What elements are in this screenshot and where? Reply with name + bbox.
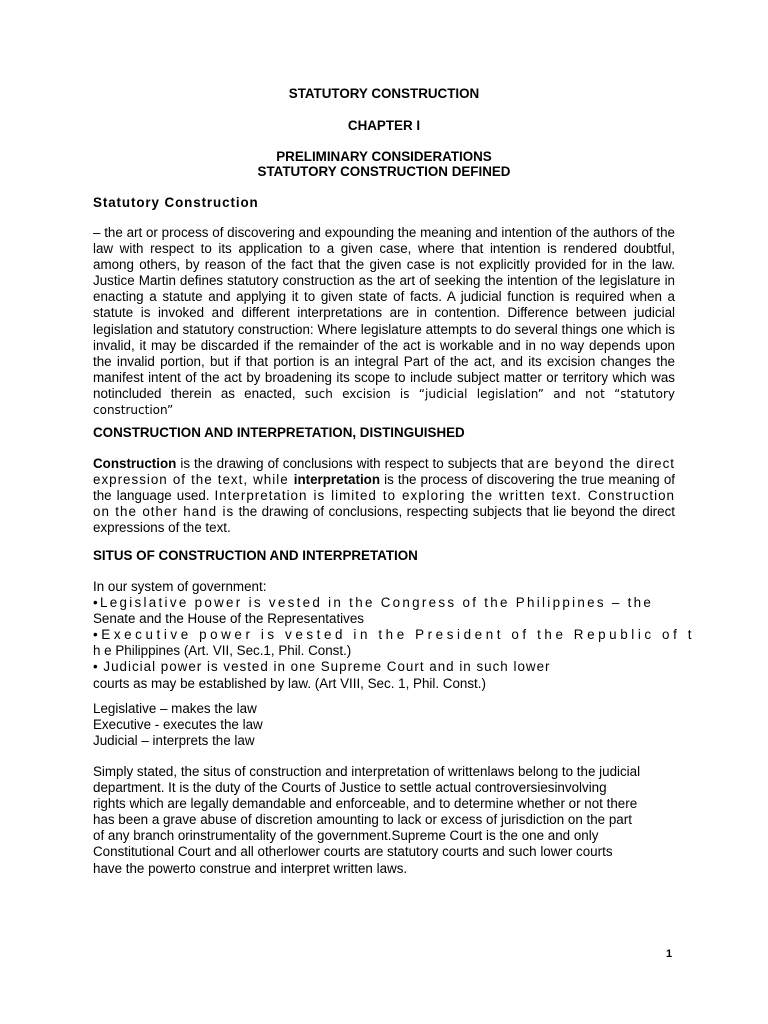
distinguished-text-1: is the drawing of conclusions with respect to subjects that — [176, 456, 528, 471]
branch-judicial: Judicial – interprets the law — [93, 733, 255, 749]
document-title: STATUTORY CONSTRUCTION — [288, 86, 480, 101]
section-subtitle-preliminary: PRELIMINARY CONSIDERATIONS — [276, 149, 492, 164]
situs-heading: SITUS OF CONSTRUCTION AND INTERPRETATION — [93, 548, 418, 563]
page-number: 1 — [666, 948, 673, 960]
bullet-executive-line2: h e Philippines (Art. VII, Sec.1, Phil. Const.) — [93, 643, 352, 659]
bullet-judicial-line1: • Judicial power is vested in one Supreme Court and in such lower — [93, 659, 551, 675]
distinguished-text-3: Interpretation is limited to exploring the written text. Construction on the other hand is — [93, 488, 676, 520]
definition-heading: Statutory Construction — [93, 195, 259, 210]
bullet-legislative-line1: •Legislative power is vested in the Congress of the Philippines – the — [93, 595, 654, 611]
situs-conclusion-paragraph — [93, 764, 675, 877]
term-interpretation: interpretation — [293, 472, 381, 488]
distinguished-paragraph — [93, 456, 675, 536]
definition-paragraph — [93, 225, 675, 418]
branch-executive: Executive - executes the law — [93, 717, 263, 733]
branch-legislative: Legislative – makes the law — [93, 701, 257, 716]
conclusion-line: Constitutional Court and all otherlower courts are statutory courts and such lower courts — [93, 844, 613, 860]
section-subtitle-defined: STATUTORY CONSTRUCTION DEFINED — [257, 164, 511, 179]
conclusion-line: have the powerto construe and interpret written laws. — [93, 860, 408, 876]
conclusion-line: has been a grave abuse of discretion amounting to lack or excess of jurisdiction on the part — [93, 812, 632, 828]
chapter-heading: CHAPTER I — [347, 118, 421, 133]
government-branches-list — [93, 579, 696, 692]
distinguished-heading: CONSTRUCTION AND INTERPRETATION, DISTINGUISHED — [93, 425, 465, 440]
distinguished-text-4: the drawing of conclusions, respecting subjects that lie beyond the direct expressions of the text. — [93, 504, 676, 536]
conclusion-line: department. It is the duty of the Courts of Justice to settle actual controversiesinvolving — [93, 780, 607, 796]
conclusion-line: of any branch orinstrumentality of the government.Supreme Court is the one and only — [93, 828, 599, 844]
bullet-judicial-line2: courts as may be established by law. (Art VIII, Sec. 1, Phil. Const.) — [93, 675, 486, 691]
term-construction: Construction — [93, 456, 177, 471]
definition-body-tail: such excision is “judicial legislation” and not “statutory construction” — [93, 386, 675, 418]
definition-body: – the art or process of discovering and expounding the meaning and intention of the authors of the law with respect to its application to a given case, where that intention is rendered doubtful, among others, by reason of the fact that the given case is not explicitly provided for in the law. Justice Martin defines statutory construction as the art of seeking the intention of the legislature in enacting a statute and applying it to given state of facts. A judicial function is required when a statute is invoked and different interpretations are in contention. Difference between judicial legislation and statutory construction: Where legislature attempts to do several things one which is invalid, it may be discarded if the remainder of the act is workable and in no way depends upon the invalid portion, but if that portion is an integral Part of the act, and its excision changes the manifest intent of the act by broadening its scope to include subject matter or territory which was notincluded therein as enacted, — [93, 225, 675, 401]
bullet-executive-line1: •Executive power is vested in the President of the Republic of t — [93, 627, 696, 643]
branch-functions-list — [93, 701, 675, 749]
distinguished-text-1b: are beyond the direct expression of the text, while — [93, 456, 675, 488]
conclusion-line: rights which are legally demandable and enforceable, and to determine whether or not there — [93, 796, 638, 812]
distinguished-text-2: is the process of discovering the true meaning of the language used. — [93, 472, 675, 504]
conclusion-line: Simply stated, the situs of construction and interpretation of writtenlaws belong to the judicial — [93, 764, 641, 779]
bullet-legislative-line2: Senate and the House of the Representatives — [93, 611, 364, 627]
situs-intro: In our system of government: — [93, 579, 267, 594]
